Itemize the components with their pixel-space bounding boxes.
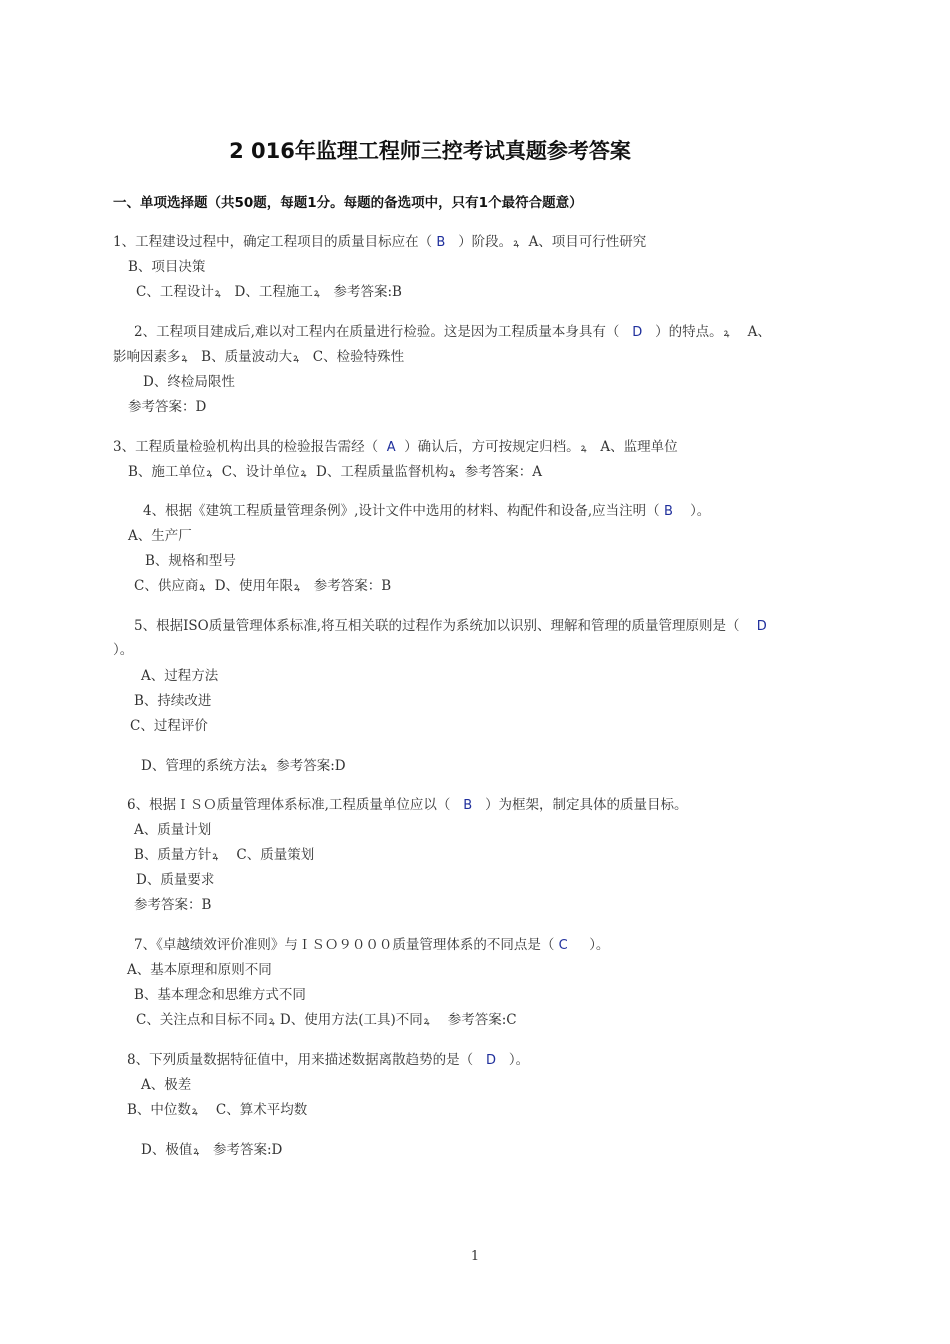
question-2-option-d: D、终检局限性 — [143, 374, 235, 390]
mark-icon: ꝝ — [449, 468, 456, 479]
question-6-reference: 参考答案：B — [134, 897, 212, 913]
question-1-options: C、工程设计ꝝ D、工程施工ꝝ 参考答案:B — [136, 284, 402, 300]
question-2-reference: 参考答案：D — [128, 399, 207, 415]
question-4-option-b: B、规格和型号 — [145, 553, 236, 569]
mark-icon: ꝝ — [181, 353, 188, 364]
mark-icon: ꝝ — [294, 582, 300, 593]
mark-icon: ꝝ — [214, 288, 221, 299]
mark-icon: ꝝ — [293, 353, 299, 364]
question-5-stem: 5、根据ISO质量管理体系标准,将互相关联的过程作为系统加以识别、理解和管理的质量管理原则是（ D — [134, 618, 767, 634]
question-3-stem: 3、工程质量检验机构出具的检验报告需经（ A ）确认后，方可按规定归档。ꝝ A、监理单位 — [113, 439, 678, 455]
question-7-options: C、关注点和目标不同ꝝ D、使用方法(工具)不同ꝝ 参考答案:C — [136, 1012, 517, 1028]
question-8-options: B、中位数ꝝ C、算术平均数 — [127, 1102, 308, 1118]
answer-6: B — [463, 798, 473, 813]
mark-icon: ꝝ — [268, 1016, 275, 1027]
question-5-option-b: B、持续改进 — [134, 693, 212, 709]
document-title: 2 016年监理工程师三控考试真题参考答案 — [229, 139, 631, 163]
question-7-option-a: A、基本原理和原则不同 — [127, 962, 272, 978]
question-2-options: 影响因素多ꝝ B、质量波动大ꝝ C、检验特殊性 — [113, 349, 405, 365]
answer-3: A — [386, 440, 396, 455]
mark-icon: ꝝ — [191, 1106, 198, 1117]
mark-icon: ꝝ — [313, 288, 320, 299]
mark-icon: ꝝ — [513, 238, 519, 249]
question-5-stem-end: ）。 — [113, 642, 134, 658]
mark-icon: ꝝ — [300, 468, 307, 479]
question-2-stem: 2、工程项目建成后,难以对工程内在质量进行检验。这是因为工程质量本身具有（ D ）的特点。ꝝ A、 — [134, 324, 771, 340]
question-4-stem: 4、根据《建筑工程质量管理条例》,设计文件中选用的材料、构配件和设备,应当注明（ B ）。 — [143, 503, 711, 519]
question-4-option-a: A、生产厂 — [128, 528, 192, 544]
question-8-stem: 8、下列质量数据特征值中，用来描述数据离散趋势的是（ D ）。 — [127, 1052, 530, 1068]
mark-icon: ꝝ — [206, 468, 213, 479]
answer-8: D — [485, 1053, 496, 1068]
question-6-stem: 6、根据ＩＳＯ质量管理体系标准,工程质量单位应以（ B ）为框架，制定具体的质量目标。 — [127, 797, 688, 813]
question-7-option-b: B、基本理念和思维方式不同 — [134, 987, 306, 1003]
question-8-final: D、极值ꝝ 参考答案:D — [141, 1142, 283, 1158]
answer-4: B — [663, 504, 673, 519]
question-5-options: D、管理的系统方法ꝝ 参考答案:D — [141, 758, 346, 774]
question-1-stem: 1、工程建设过程中，确定工程项目的质量目标应在（ B ）阶段。ꝝ A、项目可行性研究 — [113, 234, 647, 250]
answer-5: D — [756, 619, 767, 634]
page-number: 1 — [470, 1249, 480, 1264]
mark-icon: ꝝ — [212, 851, 219, 862]
question-6-option-d: D、质量要求 — [136, 872, 215, 888]
question-6-option-a: A、质量计划 — [134, 822, 212, 838]
answer-7: C — [558, 938, 568, 953]
question-8-option-a: A、极差 — [141, 1077, 192, 1093]
question-3-options: B、施工单位ꝝ C、设计单位ꝝ D、工程质量监督机构ꝝ 参考答案：A — [128, 464, 542, 480]
mark-icon: ꝝ — [423, 1016, 430, 1027]
mark-icon: ꝝ — [199, 582, 206, 593]
section-heading: 一、单项选择题（共50题，每题1分。每题的备选项中，只有1个最符合题意） — [113, 195, 583, 211]
question-5-option-c: C、过程评价 — [130, 718, 208, 734]
mark-icon: ꝝ — [193, 1146, 200, 1157]
question-4-options: C、供应商ꝝ D、使用年限ꝝ 参考答案：B — [134, 578, 392, 594]
answer-2: D — [632, 325, 643, 340]
answer-1: B — [436, 235, 446, 250]
question-5-option-a: A、过程方法 — [141, 668, 219, 684]
question-7-stem: 7、《卓越绩效评价准则》与ＩＳＯ９０００质量管理体系的不同点是（ C ）。 — [134, 937, 610, 953]
mark-icon: ꝝ — [723, 328, 730, 339]
mark-icon: ꝝ — [580, 443, 587, 454]
question-1-option-b: B、项目决策 — [128, 259, 206, 275]
mark-icon: ꝝ — [260, 762, 267, 773]
question-6-options: B、质量方针ꝝ C、质量策划 — [134, 847, 315, 863]
